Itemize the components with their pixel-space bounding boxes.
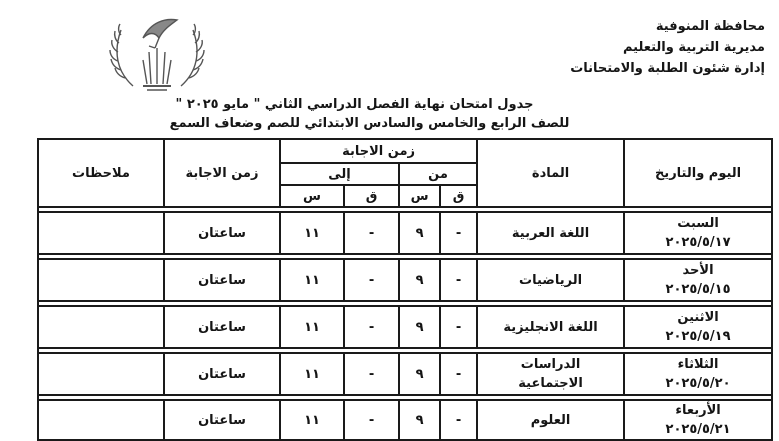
exam-date: ٢٠٢٥/٥/١٧ bbox=[665, 235, 731, 250]
day-name: الاثنين bbox=[677, 310, 719, 325]
from-minutes-cell: - bbox=[440, 400, 477, 440]
to-minutes-cell: - bbox=[344, 306, 399, 348]
from-hours-cell: ٩ bbox=[399, 259, 440, 301]
subject-cell bbox=[477, 306, 624, 348]
notes-header: ملاحظات bbox=[38, 139, 164, 207]
governorate-emblem-icon bbox=[103, 8, 211, 98]
subject-name: الرياضيات bbox=[519, 272, 583, 288]
duration-cell: ساعتان bbox=[164, 259, 280, 301]
day-name: الأحد bbox=[682, 263, 714, 278]
exam-schedule-title: جدول امتحان نهاية الفصل الدراسي الثاني " مايو ٢٠٢٥ " bbox=[175, 97, 534, 112]
directorate-name: مديرية التربية والتعليم bbox=[622, 40, 765, 55]
from-minutes-cell: - bbox=[440, 259, 477, 301]
duration-cell: ساعتان bbox=[164, 353, 280, 395]
to-hours-cell: ١١ bbox=[280, 353, 344, 395]
notes-cell bbox=[38, 259, 164, 301]
from-minutes-cell: - bbox=[440, 212, 477, 254]
day-name: الثلاثاء bbox=[677, 357, 719, 372]
answer-time-group-header: زمن الاجابة bbox=[280, 139, 477, 163]
duration-cell: ساعتان bbox=[164, 212, 280, 254]
from-minutes-header: ق bbox=[440, 185, 477, 207]
subject-name-line-1: الدراسات bbox=[520, 357, 581, 372]
exam-date: ٢٠٢٥/٥/١٩ bbox=[665, 329, 731, 344]
notes-cell bbox=[38, 306, 164, 348]
to-minutes-cell: - bbox=[344, 353, 399, 395]
from-hours-cell: ٩ bbox=[399, 400, 440, 440]
subject-name: اللغة الانجليزية bbox=[503, 319, 598, 335]
duration-cell: ساعتان bbox=[164, 400, 280, 440]
to-minutes-header: ق bbox=[344, 185, 399, 207]
to-minutes-cell: - bbox=[344, 400, 399, 440]
from-hours-cell: ٩ bbox=[399, 353, 440, 395]
organization-header bbox=[570, 16, 765, 79]
from-hours-cell: ٩ bbox=[399, 212, 440, 254]
from-minutes-cell: - bbox=[440, 353, 477, 395]
subject-cell bbox=[477, 353, 624, 395]
exam-date: ٢٠٢٥/٥/٢١ bbox=[665, 422, 731, 437]
from-header: من bbox=[399, 163, 477, 185]
day-name: السبت bbox=[677, 216, 719, 231]
notes-cell bbox=[38, 400, 164, 440]
day-date-header: اليوم والتاريخ bbox=[624, 139, 772, 207]
table-row bbox=[38, 259, 772, 301]
to-minutes-cell: - bbox=[344, 259, 399, 301]
to-hours-cell: ١١ bbox=[280, 212, 344, 254]
notes-cell bbox=[38, 212, 164, 254]
from-minutes-cell: - bbox=[440, 306, 477, 348]
to-hours-cell: ١١ bbox=[280, 259, 344, 301]
day-date-cell bbox=[624, 306, 772, 348]
to-hours-cell: ١١ bbox=[280, 400, 344, 440]
table-row bbox=[38, 353, 772, 395]
subject-cell bbox=[477, 400, 624, 440]
table-row bbox=[38, 400, 772, 440]
to-header: إلى bbox=[280, 163, 399, 185]
from-hours-cell: ٩ bbox=[399, 306, 440, 348]
exam-date: ٢٠٢٥/٥/٢٠ bbox=[665, 376, 731, 391]
subject-name: اللغة العربية bbox=[511, 225, 590, 241]
exam-schedule-table bbox=[37, 138, 773, 441]
day-date-cell bbox=[624, 259, 772, 301]
grades-subtitle: للصف الرابع والخامس والسادس الابتدائي للصم وضعاف السمع bbox=[169, 116, 570, 131]
governorate-name: محافظة المنوفية bbox=[655, 19, 765, 34]
notes-cell bbox=[38, 353, 164, 395]
department-name: إدارة شئون الطلبة والامتحانات bbox=[570, 61, 765, 76]
to-hours-header: س bbox=[280, 185, 344, 207]
day-name: الأربعاء bbox=[675, 403, 721, 418]
duration-header: زمن الاجابة bbox=[164, 139, 280, 207]
day-date-cell bbox=[624, 353, 772, 395]
table-row bbox=[38, 212, 772, 254]
duration-cell: ساعتان bbox=[164, 306, 280, 348]
day-date-cell bbox=[624, 400, 772, 440]
exam-date: ٢٠٢٥/٥/١٥ bbox=[665, 282, 731, 297]
subject-cell bbox=[477, 212, 624, 254]
subject-name: العلوم bbox=[530, 412, 571, 428]
subject-name-line-2: الاجتماعية bbox=[518, 376, 583, 391]
from-hours-header: س bbox=[399, 185, 440, 207]
table-row bbox=[38, 306, 772, 348]
day-date-cell bbox=[624, 212, 772, 254]
subject-cell bbox=[477, 259, 624, 301]
to-minutes-cell: - bbox=[344, 212, 399, 254]
header-row-top bbox=[38, 139, 772, 163]
subject-header: المادة bbox=[477, 139, 624, 207]
to-hours-cell: ١١ bbox=[280, 306, 344, 348]
